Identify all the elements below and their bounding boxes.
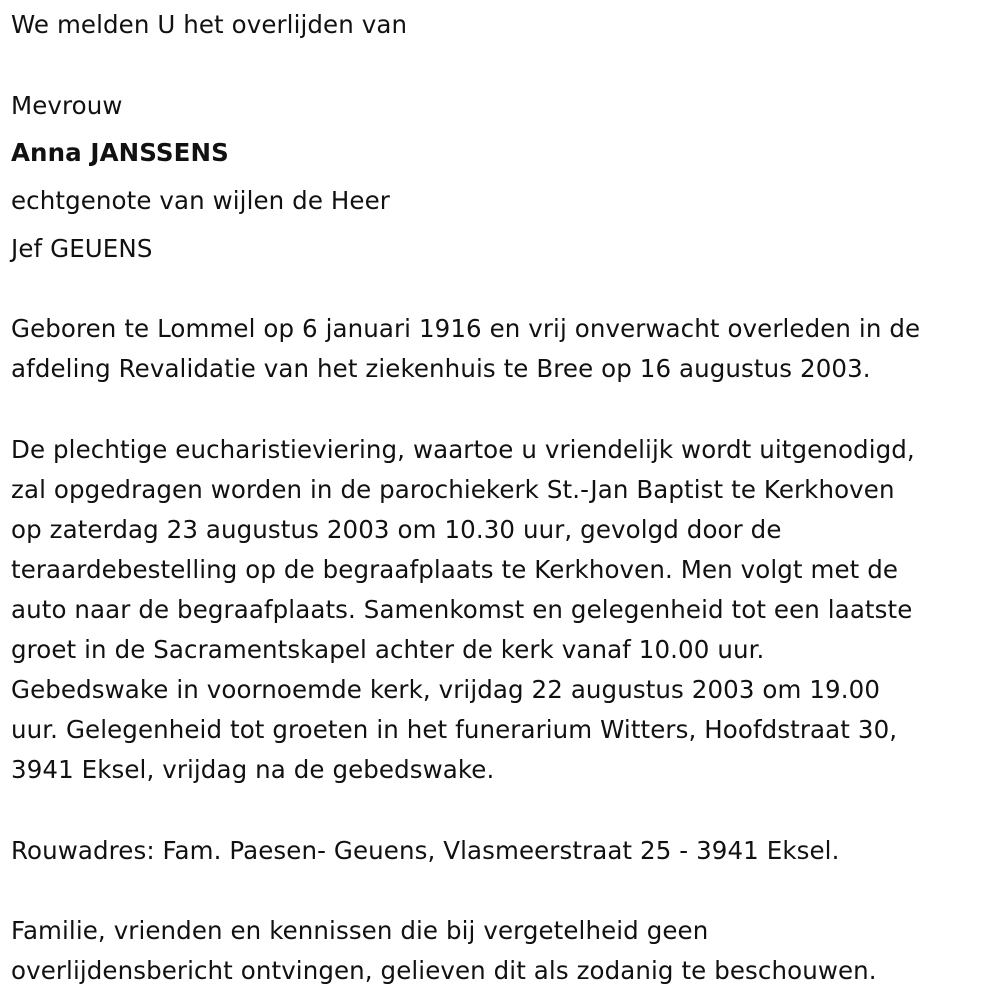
intro-text: We melden U het overlijden van xyxy=(11,10,408,39)
paragraph-line: Familie, vrienden en kennissen die bij vergetelheid geen xyxy=(11,916,709,945)
deceased-name: Anna JANSSENS xyxy=(11,138,229,167)
paragraph-line: groet in de Sacramentskapel achter de kerk vanaf 10.00 uur. xyxy=(11,635,765,664)
paragraph-line: auto naar de begraafplaats. Samenkomst en gelegenheid tot een laatste xyxy=(11,595,913,624)
relation-text: echtgenote van wijlen de Heer xyxy=(11,186,390,215)
spouse-name: Jef GEUENS xyxy=(11,234,153,263)
mourning-address: Rouwadres: Fam. Paesen- Geuens, Vlasmeerstraat 25 - 3941 Eksel. xyxy=(11,836,840,865)
paragraph-line: De plechtige eucharistieviering, waartoe u vriendelijk wordt uitgenodigd, xyxy=(11,435,915,464)
paragraph-line: overlijdensbericht ontvingen, gelieven dit als zodanig te beschouwen. xyxy=(11,956,877,985)
paragraph-line: afdeling Revalidatie van het ziekenhuis te Bree op 16 augustus 2003. xyxy=(11,354,871,383)
paragraph-line: 3941 Eksel, vrijdag na de gebedswake. xyxy=(11,755,495,784)
paragraph-line: uur. Gelegenheid tot groeten in het funerarium Witters, Hoofdstraat 30, xyxy=(11,715,898,744)
paragraph-line: Gebedswake in voornoemde kerk, vrijdag 22 augustus 2003 om 19.00 xyxy=(11,675,881,704)
paragraph-line: teraardebestelling op de begraafplaats te Kerkhoven. Men volgt met de xyxy=(11,555,899,584)
paragraph-line: Geboren te Lommel op 6 januari 1916 en vrij onverwacht overleden in de xyxy=(11,314,921,343)
paragraph-line: zal opgedragen worden in de parochiekerk St.-Jan Baptist te Kerkhoven xyxy=(11,475,895,504)
paragraph-line: op zaterdag 23 augustus 2003 om 10.30 uur, gevolgd door de xyxy=(11,515,782,544)
honorific-title: Mevrouw xyxy=(11,91,123,120)
